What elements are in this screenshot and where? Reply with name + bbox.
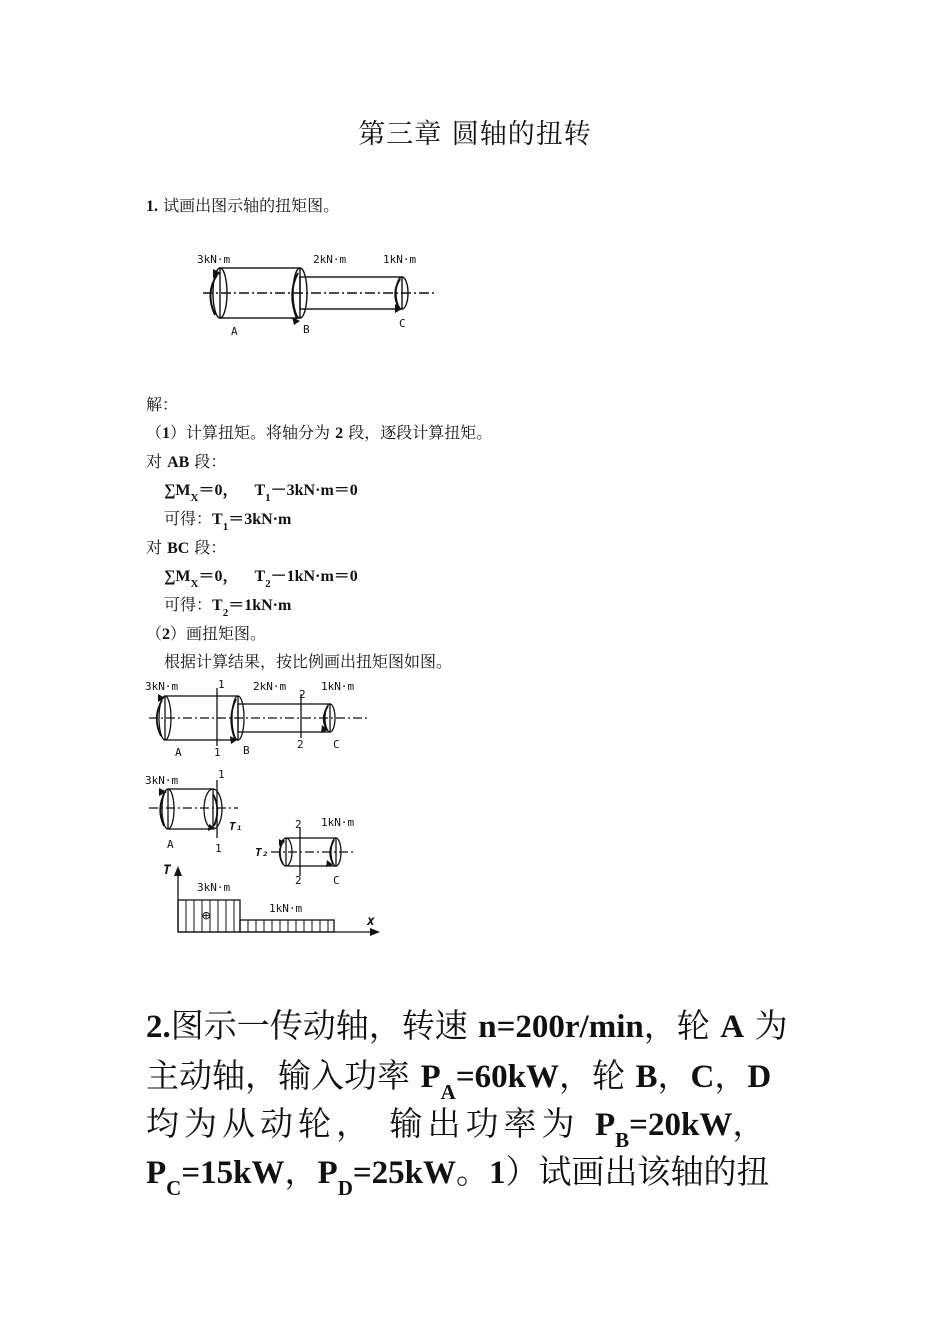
section-label: 2 — [299, 688, 306, 701]
step-number: 2 — [162, 626, 171, 643]
text: 可得： — [164, 509, 213, 528]
step-text: ）计算扭矩。将轴分为 — [170, 423, 336, 442]
segment-bc-heading — [146, 535, 226, 558]
question-number: 2. — [146, 1009, 171, 1045]
text: 可得： — [164, 595, 213, 614]
speed-value: n=200r/min — [478, 1009, 644, 1045]
text: 均为从动轮， 输出功率为 — [146, 1104, 595, 1143]
text: ， — [714, 1056, 748, 1095]
torque-symbol: T — [212, 597, 223, 614]
positive-sign: ⊕ — [202, 908, 211, 924]
equation-part: －1kN·m＝0 — [270, 568, 358, 585]
section-label: 2 — [295, 818, 302, 831]
power-value: =20kW — [629, 1107, 733, 1143]
equation-bc — [164, 563, 358, 590]
segment-name: BC — [167, 540, 190, 557]
text: 段： — [189, 452, 227, 471]
equation-part: －3kN·m＝0 — [270, 482, 358, 499]
section-label: 1 — [214, 746, 221, 759]
question-2-line-4 — [146, 1146, 770, 1200]
wheel-label: C — [690, 1059, 715, 1095]
t-axis-label: T — [163, 863, 171, 878]
segment-name: AB — [167, 454, 190, 471]
moment-symbol: M — [175, 482, 191, 499]
text: ， — [284, 1152, 318, 1191]
equation-part: ＝0， — [198, 482, 239, 499]
equation-ab — [164, 477, 358, 504]
text: 对 — [146, 538, 168, 557]
power-symbol: P — [420, 1059, 441, 1095]
section-label: 1 — [215, 842, 222, 855]
power-value: =15kW — [181, 1155, 285, 1191]
shaft-figure-1 — [195, 245, 445, 340]
load-label: 2kN·m — [253, 680, 287, 693]
subscript: 2 — [222, 607, 229, 619]
question-1 — [146, 193, 339, 216]
solution-step-2 — [146, 621, 266, 644]
point-label: C — [399, 317, 406, 330]
text: ，轮 — [643, 1006, 721, 1045]
subscript: A — [440, 1080, 456, 1104]
power-value: =60kW — [455, 1059, 560, 1095]
result-value: ＝1kN·m — [228, 597, 292, 614]
step-text: ）画扭矩图。 — [170, 624, 267, 643]
subscript: C — [166, 1176, 182, 1200]
point-label: C — [333, 738, 340, 751]
sum-symbol: ∑ — [164, 482, 176, 499]
text: 段： — [189, 538, 227, 557]
section-label: 2 — [295, 874, 302, 887]
wheel-label: B — [635, 1059, 658, 1095]
point-label: C — [333, 874, 340, 887]
step-number: 1 — [162, 425, 171, 442]
text: 主动轴，输入功率 — [146, 1056, 421, 1095]
equation-part: ＝0， — [198, 568, 239, 585]
load-label: 3kN·m — [197, 253, 231, 266]
torque-label: T₂ — [255, 846, 269, 859]
result-value: ＝3kN·m — [228, 511, 292, 528]
wheel-label: A — [720, 1009, 745, 1045]
subscript: 1 — [222, 521, 229, 533]
text: ，轮 — [559, 1056, 636, 1095]
point-label: A — [175, 746, 182, 759]
load-label: 3kN·m — [145, 774, 179, 787]
load-label: 2kN·m — [313, 253, 347, 266]
section-label: 2 — [297, 738, 304, 751]
subscript: 2 — [265, 578, 271, 590]
torque-symbol: T — [254, 482, 266, 499]
point-label: B — [303, 323, 310, 336]
section-label: 1 — [218, 768, 225, 781]
subscript: X — [190, 578, 199, 590]
question-2-line-2 — [146, 1050, 772, 1104]
question-text: 试画出图示轴的扭矩图。 — [163, 196, 340, 215]
subscript: X — [190, 492, 199, 504]
x-axis-label: x — [367, 914, 375, 929]
text: 对 — [146, 452, 168, 471]
power-symbol: P — [317, 1155, 338, 1191]
text: 为 — [744, 1006, 788, 1045]
subscript: B — [615, 1128, 630, 1152]
subscript: D — [337, 1176, 353, 1200]
solution-step-1 — [146, 420, 492, 443]
value-label: 1kN·m — [269, 902, 303, 915]
text: ， — [657, 1056, 691, 1095]
paren: （ — [146, 624, 163, 643]
text: ）试画出该轴的扭 — [505, 1152, 770, 1191]
sum-symbol: ∑ — [164, 568, 176, 585]
segment-count: 2 — [335, 425, 344, 442]
wheel-label: D — [747, 1059, 772, 1095]
question-number: 1. — [146, 198, 158, 215]
text: 图示一传动轴，转速 — [170, 1006, 479, 1045]
page-title: 第三章 圆轴的扭转 — [358, 119, 592, 150]
text: ， — [732, 1104, 766, 1143]
step-text: 段，逐段计算扭矩。 — [343, 423, 493, 442]
solution-label: 解： — [146, 395, 179, 414]
point-label: A — [167, 838, 174, 851]
question-2-line-3 — [146, 1098, 766, 1152]
item-number: 1 — [489, 1155, 506, 1191]
value-label: 3kN·m — [197, 881, 231, 894]
section-label: 1 — [218, 678, 225, 691]
step-2-description: 根据计算结果，按比例画出扭矩图如图。 — [164, 652, 453, 671]
subscript: 1 — [265, 492, 271, 504]
power-symbol: P — [146, 1155, 167, 1191]
load-label: 1kN·m — [321, 680, 355, 693]
load-label: 1kN·m — [383, 253, 417, 266]
point-label: B — [243, 744, 250, 757]
torque-diagram-figure — [143, 676, 383, 941]
load-label: 1kN·m — [321, 816, 355, 829]
torque-symbol: T — [254, 568, 266, 585]
question-2-line-1 — [146, 1000, 788, 1047]
text: 。 — [456, 1152, 490, 1191]
point-label: A — [231, 325, 238, 338]
segment-ab-heading — [146, 449, 226, 472]
result-bc — [164, 592, 292, 619]
power-symbol: P — [594, 1107, 616, 1143]
load-label: 3kN·m — [145, 680, 179, 693]
torque-label: T₁ — [229, 820, 243, 833]
power-value: =25kW — [352, 1155, 457, 1191]
moment-symbol: M — [175, 568, 191, 585]
result-ab — [164, 506, 292, 533]
paren: （ — [146, 423, 163, 442]
torque-symbol: T — [212, 511, 223, 528]
